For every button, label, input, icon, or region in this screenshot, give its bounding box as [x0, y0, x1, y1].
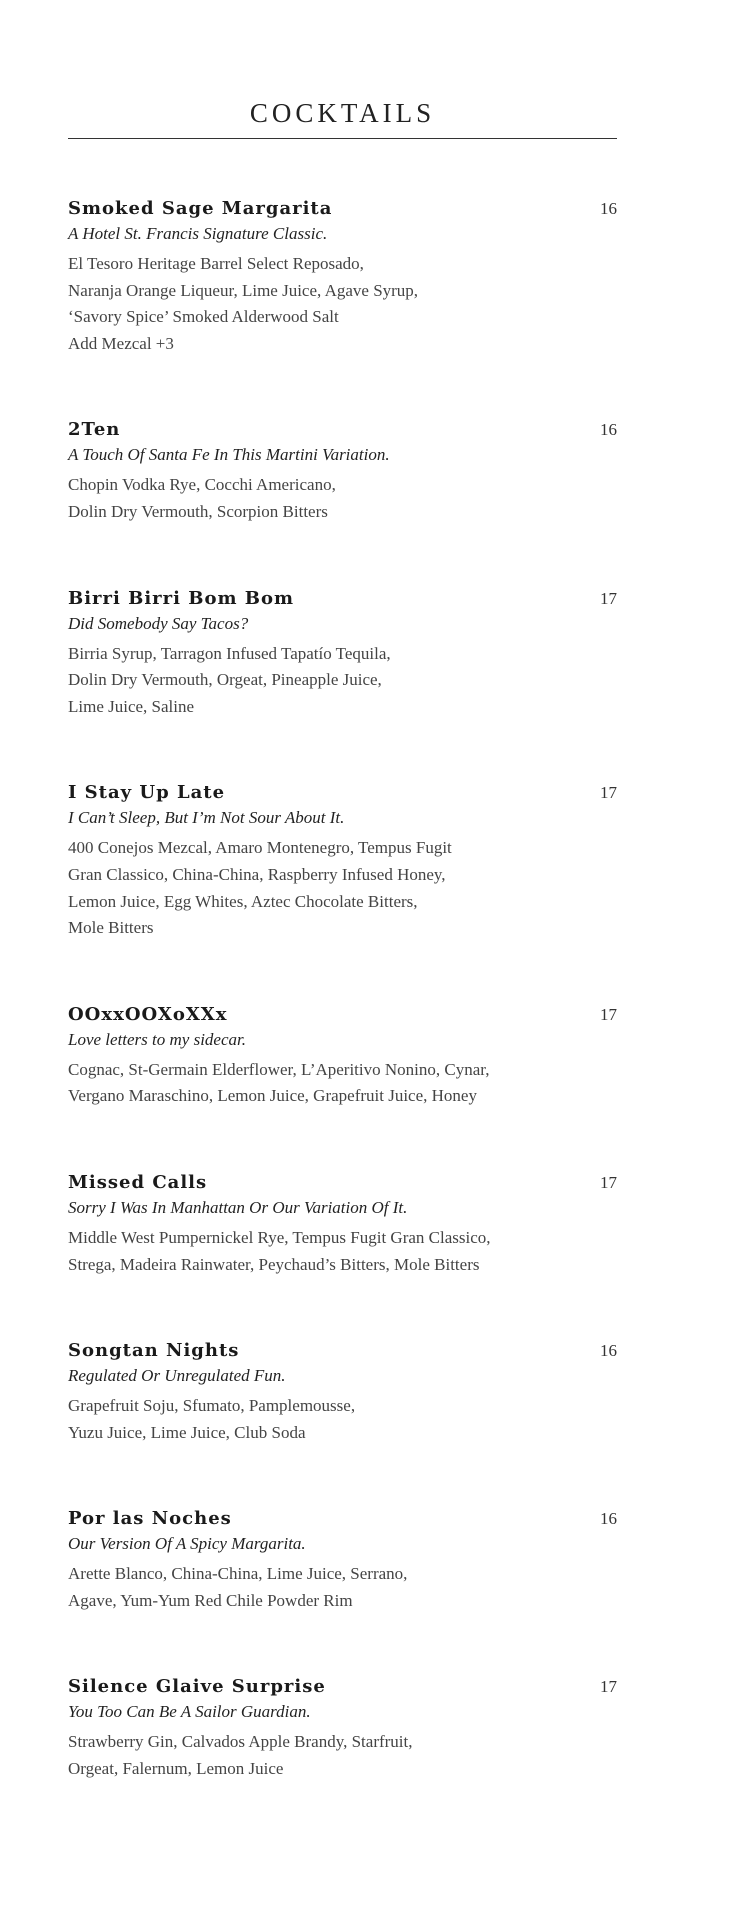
ingredient-line: El Tesoro Heritage Barrel Select Reposado,	[68, 254, 364, 273]
ingredient-line: Grapefruit Soju, Sfumato, Pamplemousse,	[68, 1396, 356, 1416]
ingredient-line: Gran Classico, China-China, Raspberry Infused Honey,	[68, 864, 446, 884]
ingredient-line: Yuzu Juice, Lime Juice, Club Soda	[68, 1422, 306, 1442]
cocktail-item	[68, 418, 617, 525]
cocktail-item	[68, 1507, 617, 1614]
cocktail-header	[68, 1339, 617, 1363]
cocktail-price: 16	[600, 199, 617, 218]
ingredient-line: Mole Bitters	[68, 918, 154, 938]
cocktail-name: 2Ten	[68, 419, 121, 441]
ingredient-line: Agave, Yum-Yum Red Chile Powder Rim	[68, 1590, 353, 1610]
cocktail-item	[68, 1339, 617, 1446]
cocktail-ingredients	[68, 641, 617, 721]
cocktail-price: 17	[600, 1172, 617, 1192]
cocktail-tagline: You Too Can Be A Sailor Guardian.	[68, 1702, 311, 1722]
ingredient-line: Vergano Maraschino, Lemon Juice, Grapefruit Juice, Honey	[68, 1086, 477, 1106]
cocktail-header	[68, 781, 617, 805]
cocktail-price: 17	[600, 1004, 617, 1024]
ingredient-line: Naranja Orange Liqueur, Lime Juice, Agave Syrup,	[68, 280, 419, 300]
cocktail-ingredients	[68, 835, 617, 941]
ingredient-line: 400 Conejos Mezcal, Amaro Montenegro, Tempus Fugit	[68, 838, 452, 858]
cocktail-item	[68, 197, 617, 357]
cocktail-ingredients	[68, 1729, 617, 1782]
cocktail-list	[68, 197, 617, 1783]
ingredient-line: ‘Savory Spice’ Smoked Alderwood Salt	[68, 307, 339, 327]
cocktail-tagline: Did Somebody Say Tacos?	[68, 613, 249, 633]
cocktail-name: Por las Noches	[68, 1508, 232, 1530]
cocktail-item	[68, 587, 617, 721]
cocktail-price: 16	[600, 1341, 617, 1361]
cocktail-tagline: A Hotel St. Francis Signature Classic.	[68, 224, 328, 243]
cocktail-price: 16	[600, 420, 617, 440]
ingredient-line: Chopin Vodka Rye, Cocchi Americano,	[68, 475, 336, 495]
cocktail-name: Birri Birri Bom Bom	[68, 587, 295, 609]
ingredient-line: Lemon Juice, Egg Whites, Aztec Chocolate Bitters,	[68, 891, 418, 911]
cocktail-price: 17	[600, 1677, 617, 1697]
cocktail-item	[68, 1675, 617, 1782]
ingredient-line: Middle West Pumpernickel Rye, Tempus Fugit Gran Classico,	[68, 1227, 491, 1247]
cocktail-ingredients	[68, 1057, 617, 1110]
ingredient-line: Birria Syrup, Tarragon Infused Tapatío Tequila,	[68, 643, 391, 663]
cocktail-header	[68, 197, 617, 221]
cocktail-header	[68, 1003, 617, 1027]
ingredient-line: Dolin Dry Vermouth, Orgeat, Pineapple Juice,	[68, 670, 382, 690]
cocktail-name: Missed Calls	[68, 1171, 208, 1193]
ingredient-line: Orgeat, Falernum, Lemon Juice	[68, 1759, 284, 1779]
cocktail-name: OOxxOOXoXXx	[68, 1003, 228, 1025]
cocktail-tagline: Love letters to my sidecar.	[68, 1029, 246, 1049]
cocktail-header	[68, 418, 617, 442]
ingredient-line: Add Mezcal +3	[68, 333, 174, 353]
cocktail-tagline: A Touch Of Santa Fe In This Martini Variation.	[68, 445, 390, 465]
ingredient-line: Arette Blanco, China-China, Lime Juice, Serrano,	[68, 1564, 408, 1584]
cocktail-header	[68, 587, 617, 611]
cocktail-tagline: Our Version Of A Spicy Margarita.	[68, 1534, 306, 1554]
ingredient-line: Cognac, St-Germain Elderflower, L’Aperitivo Nonino, Cynar,	[68, 1059, 490, 1079]
cocktail-price: 16	[600, 1509, 617, 1529]
cocktail-name: Silence Glaive Surprise	[68, 1676, 326, 1698]
ingredient-line: Strawberry Gin, Calvados Apple Brandy, Starfruit,	[68, 1732, 413, 1752]
cocktail-ingredients	[68, 1225, 617, 1278]
cocktail-ingredients	[68, 251, 617, 357]
cocktail-header	[68, 1171, 617, 1195]
cocktail-item	[68, 1171, 617, 1278]
ingredient-line: Dolin Dry Vermouth, Scorpion Bitters	[68, 501, 328, 521]
ingredient-line: Lime Juice, Saline	[68, 696, 195, 716]
cocktail-price: 17	[600, 588, 617, 608]
cocktail-tagline: Sorry I Was In Manhattan Or Our Variation Of It.	[68, 1197, 408, 1217]
cocktail-ingredients	[68, 1393, 617, 1446]
cocktail-ingredients	[68, 472, 617, 525]
cocktail-ingredients	[68, 1561, 617, 1614]
cocktail-item	[68, 781, 617, 941]
cocktail-menu	[68, 0, 617, 1844]
cocktail-header	[68, 1507, 617, 1531]
cocktail-tagline: Regulated Or Unregulated Fun.	[68, 1366, 286, 1386]
cocktail-price: 17	[600, 783, 617, 803]
cocktail-name: I Stay Up Late	[68, 782, 226, 804]
heading-divider	[68, 138, 617, 139]
cocktail-tagline: I Can’t Sleep, But I’m Not Sour About It.	[68, 808, 345, 828]
cocktail-name: Songtan Nights	[68, 1340, 240, 1362]
cocktail-name: Smoked Sage Margarita	[68, 198, 333, 219]
ingredient-line: Strega, Madeira Rainwater, Peychaud’s Bitters, Mole Bitters	[68, 1254, 480, 1274]
menu-heading: COCKTAILS	[249, 98, 436, 128]
cocktail-item	[68, 1003, 617, 1110]
cocktail-header	[68, 1675, 617, 1699]
